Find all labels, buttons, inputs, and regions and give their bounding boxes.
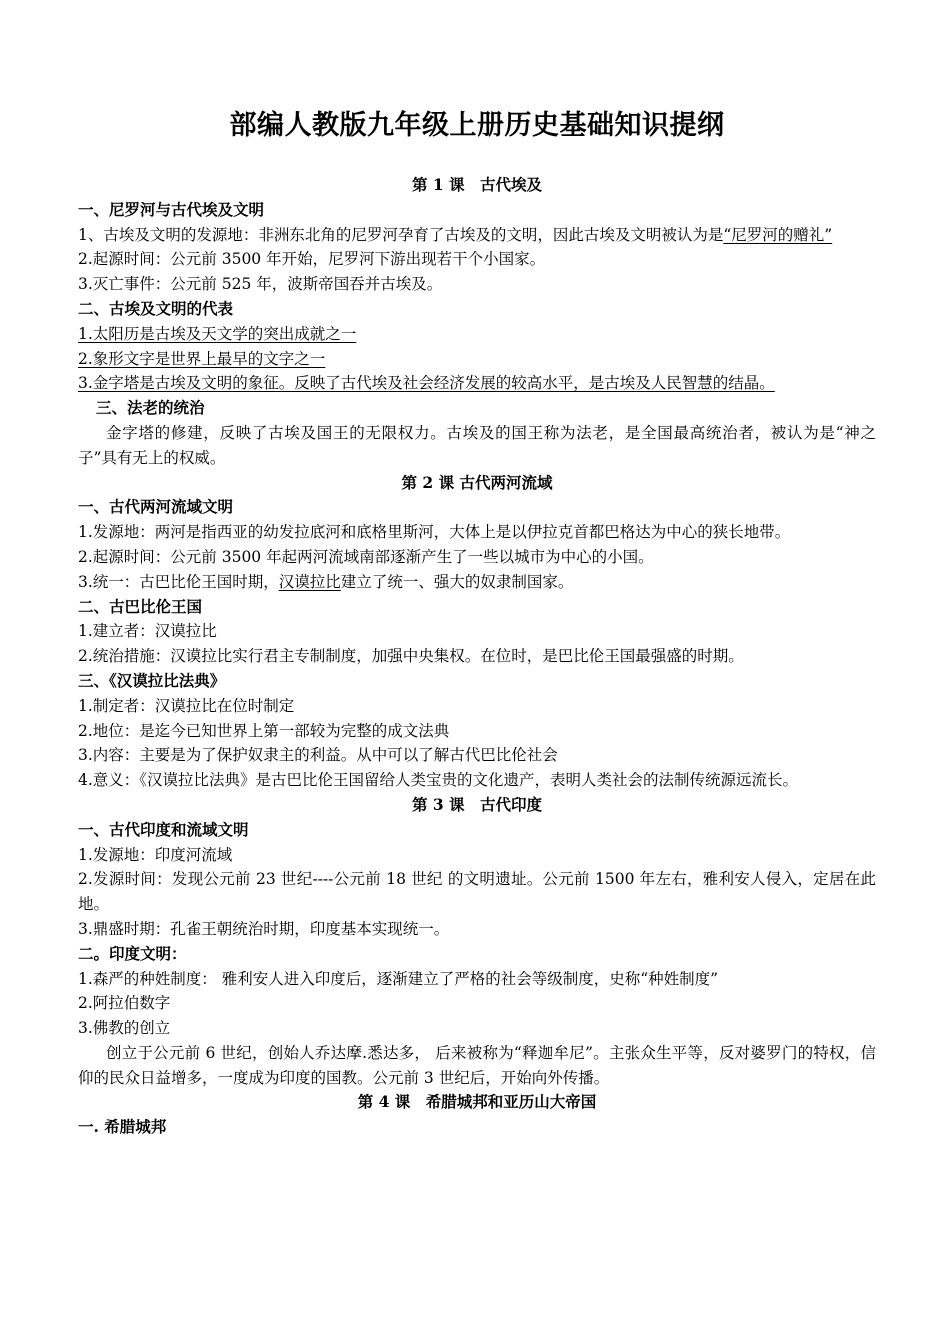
section-heading: 一、古代印度和流域文明 <box>78 819 249 839</box>
section-heading: 三、法老的统治 <box>96 398 205 418</box>
section-heading: 三、《汉谟拉比法典》 <box>78 670 226 690</box>
lesson-title: 第 3 课 古代印度 <box>411 794 543 814</box>
lesson-title: 第 1 课 古代埃及 <box>411 175 543 194</box>
paragraph: 2.起源时间：公元前 3500 年起两河流域南部逐渐产生了一些以城市为中心的小国。 <box>78 547 654 566</box>
lesson-title: 第 4 课 希腊城邦和亚历山大帝国 <box>357 1092 597 1112</box>
text: 1、古埃及文明的发源地：非洲东北角的尼罗河孕育了古埃及的文明，因此古埃及文明被认为是 <box>78 225 724 244</box>
underlined-text: 3.金字塔是古埃及文明的象征。反映了古代埃及社会经济发展的较高水平，是古埃及人民智慧的结晶。 <box>78 374 775 393</box>
section-heading: 二、古巴比伦王国 <box>78 596 203 616</box>
paragraph: 创立于公元前 6 世纪，创始人乔达摩.悉达多， 后来被称为“释迦牟尼”。主张众生平等，反对婆罗门的特权，信仰的民众日益增多，一度成为印度的国教。公元前 3 世纪后，开始向外传播。 <box>78 1043 876 1087</box>
paragraph: 1.发源地：印度河流域 <box>78 845 233 864</box>
paragraph <box>78 371 876 396</box>
paragraph <box>78 347 876 372</box>
paragraph: 3.鼎盛时期：孔雀王朝统治时期，印度基本实现统一。 <box>78 919 450 938</box>
paragraph: 1.发源地：两河是指西亚的幼发拉底河和底格里斯河，大体上是以伊拉克首都巴格达为中心的狭长地带。 <box>78 523 791 542</box>
paragraph: 2.发源时间：发现公元前 23 世纪----公元前 18 世纪 的文明遗址。公元前 1500 年左右，雅利安人侵入，定居在此地。 <box>78 870 876 914</box>
text: 3.统一：古巴比伦王国时期， <box>78 572 279 591</box>
section-heading: 二、古埃及文明的代表 <box>78 298 234 318</box>
underlined-text: 汉谟拉比 <box>278 572 341 591</box>
paragraph: 1.森严的种姓制度： 雅利安人进入印度后，逐渐建立了严格的社会等级制度，史称“种姓制度” <box>78 969 719 988</box>
page-title: 部编人教版九年级上册历史基础知识提纲 <box>229 110 725 141</box>
paragraph: 金字塔的修建，反映了古埃及国王的无限权力。古埃及的国王称为法老，是全国最高统治者，被认为是“神之子”具有无上的权威。 <box>78 423 876 467</box>
text: 建立了统一、强大的奴隶制国家。 <box>340 572 574 591</box>
paragraph: 3.佛教的创立 <box>78 1019 171 1038</box>
lesson-title: 第 2 课 古代两河流域 <box>401 472 553 492</box>
paragraph <box>78 223 876 248</box>
paragraph: 1.制定者：汉谟拉比在位时制定 <box>78 696 295 715</box>
section-heading: 一、尼罗河与古代埃及文明 <box>78 199 265 219</box>
section-heading: 二。印度文明： <box>78 943 187 963</box>
underlined-text: 1.太阳历是古埃及天文学的突出成就之一 <box>78 324 357 343</box>
section-heading: 一. 希腊城邦 <box>78 1117 167 1137</box>
paragraph <box>78 322 876 347</box>
paragraph: 4.意义：《汉谟拉比法典》是古巴比伦王国留给人类宝贵的文化遗产，表明人类社会的法制传统源远流长。 <box>78 771 799 790</box>
underlined-text: 2.象形文字是世界上最早的文字之一 <box>78 349 326 368</box>
underlined-text: “尼罗河的赠礼” <box>723 225 833 244</box>
paragraph: 3.内容：主要是为了保护奴隶主的利益。从中可以了解古代巴比伦社会 <box>78 746 558 765</box>
paragraph: 2.地位：是迄今已知世界上第一部较为完整的成文法典 <box>78 721 450 740</box>
paragraph: 3.灭亡事件：公元前 525 年，波斯帝国吞并古埃及。 <box>78 275 443 294</box>
paragraph: 2.起源时间：公元前 3500 年开始，尼罗河下游出现若干个小国家。 <box>78 250 546 269</box>
paragraph: 2.统治措施：汉谟拉比实行君主专制制度，加强中央集权。在位时，是巴比伦王国最强盛的时期。 <box>78 647 744 666</box>
paragraph <box>78 570 876 595</box>
paragraph: 1.建立者：汉谟拉比 <box>78 622 217 641</box>
document-body <box>78 173 876 1140</box>
section-heading: 一、古代两河流域文明 <box>78 497 234 517</box>
paragraph: 2.阿拉伯数字 <box>78 994 171 1013</box>
